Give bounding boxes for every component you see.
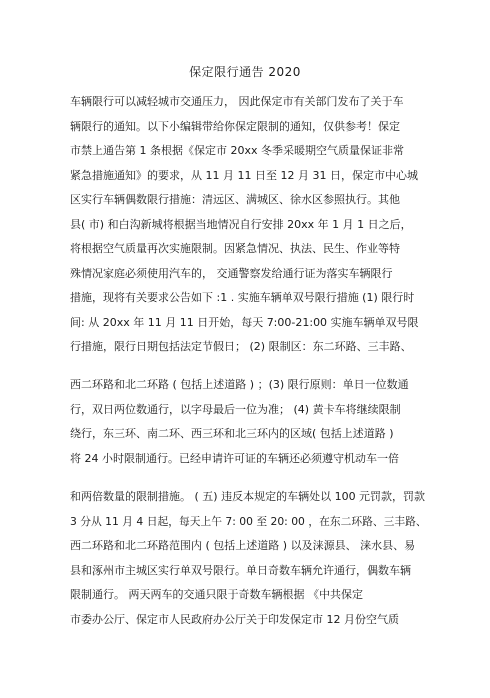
- body-line-11: 行措施，限行日期包括法定节假日； (2) 限制区：东二环路、三丰路、: [70, 340, 412, 353]
- body-line-8: 殊情况家庭必须使用汽车的， 交通警察发给通行证为落实车辆限行: [70, 267, 393, 280]
- body-line-3: 市禁上通告第 1 条根据《保定市 20xx 冬季采暖期空气质量保证非常: [70, 144, 404, 157]
- body-line-14: 绕行，东三环、南二环、西三环和北三环内的区域( 包括上述道路 ): [70, 427, 394, 440]
- body-line-6: 县( 市) 和白沟新城将根据当地情况自行安排 20xx 年 1 月 1 日之后，: [70, 218, 412, 231]
- body-line-16: 和两倍数量的限制措施。 ( 五) 违反本规定的车辆处以 100 元罚款，罚款: [70, 490, 426, 503]
- document-title: 保定限行通告 2020: [189, 65, 301, 79]
- body-line-20: 限制通行。 两天两车的交通只限于奇数车辆根据 《中共保定: [70, 588, 363, 601]
- body-line-17: 3 分从 11 月 4 日起，每天上午 7: 00 至 20: 00 ，在东二环路、三丰路、: [70, 515, 427, 528]
- body-line-7: 将根据空气质量再次实施限制。因紧急情况、执法、民生、作业等特: [70, 242, 400, 255]
- body-line-1: 车辆限行可以减轻城市交通压力， 因此保定市有关部门发布了关于车: [70, 95, 404, 108]
- body-line-15: 将 24 小时限制通行。已经申请许可证的车辆还必须遵守机动车一倍: [70, 452, 399, 465]
- body-line-4: 紧急措施通知》的要求，从 11 月 11 日至 12 月 31 日，保定市中心城: [70, 169, 418, 182]
- body-line-13: 行，双日两位数通行，以字母最后一位为准； (4) 黄卡车将继续限制: [70, 403, 401, 416]
- body-line-2: 辆限行的通知。以下小编辑带给你保定限制的通知，仅供参考！保定: [70, 120, 400, 133]
- body-line-18: 西二环路和北二环路范围内 ( 包括上述道路 ) 以及涞源县、 涞水县、易: [70, 539, 416, 552]
- body-line-12: 西二环路和北二环路 ( 包括上述道路 ) ；(3) 限行原则：单日一位数通: [70, 378, 409, 391]
- body-line-21: 市委办公厅、保定市人民政府办公厅关于印发保定市 12 月份空气质: [70, 613, 399, 626]
- body-line-10: 间: 从 20xx 年 11 月 11 日开始，每天 7:00-21:00 实施车辆单双号限: [70, 316, 419, 329]
- body-line-9: 措施，现将有关要求公告如下 :1 . 实施车辆单双号限行措施 (1) 限行时: [70, 291, 415, 304]
- body-line-5: 区实行车辆偶数限行措施：清远区、满城区、徐水区参照执行。其他: [70, 193, 400, 206]
- body-line-19: 县和涿州市主城区实行单双号限行。单日奇数车辆允许通行，偶数车辆: [70, 564, 411, 577]
